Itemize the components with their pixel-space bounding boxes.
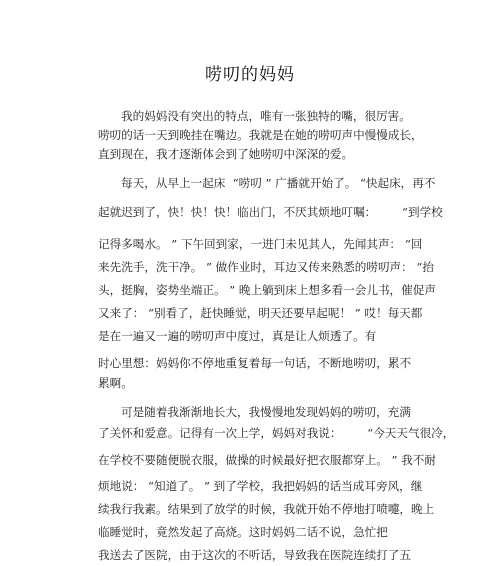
body-line: 我送去了医院，由于这次的不听话，导致我在医院连续打了五 <box>98 548 412 562</box>
body-line: 时心里想：妈妈你不停地重复着每一句话，不断地唠叨，累不 <box>98 356 412 370</box>
body-line: 起就迟到了，快！快！快！临出门，不厌其烦地叮嘱： “到学校 <box>98 205 443 219</box>
body-line: 了关怀和爱意。记得有一次上学，妈妈对我说： “今天天气很冷， <box>98 426 455 440</box>
body-line: 记得多喝水。 ” 下午回到家，一进门未见其人，先闻其声： “回 <box>98 237 423 251</box>
body-line: 累啊。 <box>98 376 133 390</box>
body-line: 在学校不要随便脱衣服，做操的时候最好把衣服都穿上。 ” 我不耐 <box>98 453 436 467</box>
body-line: 唠叨的话一天到晚挂在嘴边。我就是在她的唠叨声中慢慢成长， <box>98 128 423 142</box>
body-line: 临睡觉时，竟然发起了高烧。这时妈妈二话不说，急忙把 <box>98 525 388 539</box>
body-line: 来先洗手，洗干净。 ” 做作业时，耳边又传来熟悉的唠叨声： “抬 <box>98 260 434 274</box>
body-line: 是在一遍又一遍的唠叨声中度过，真是让人烦透了。有 <box>98 329 377 343</box>
body-line: 直到现在，我才逐渐体会到了她唠叨中深深的爱。 <box>98 147 354 161</box>
body-line: 每天，从早上一起床 “唠叨 ” 广播就开始了。 “快起床，再不 <box>121 176 436 190</box>
page-title: 唠叨的妈妈 <box>205 65 295 85</box>
body-line: 我的妈妈没有突出的特点，唯有一张独特的嘴，很厉害。 <box>121 109 411 123</box>
body-line: 可是随着我渐渐地长大，我慢慢地发现妈妈的唠叨，充满 <box>121 405 411 419</box>
body-line: 又来了： “别看了，赶快睡觉，明天还要早起呢！ ” 哎！每天都 <box>98 306 423 320</box>
body-line: 头，挺胸，姿势坐端正。 ” 晚上躺到床上想多看一会儿书，催促声 <box>98 283 436 297</box>
body-line: 续我行我素。结果到了放学的时候，我就开始不停地打喷嚏，晚上 <box>98 502 435 516</box>
body-line: 烦地说： “知道了。 ” 到了学校，我把妈妈的话当成耳旁风，继 <box>98 479 423 493</box>
